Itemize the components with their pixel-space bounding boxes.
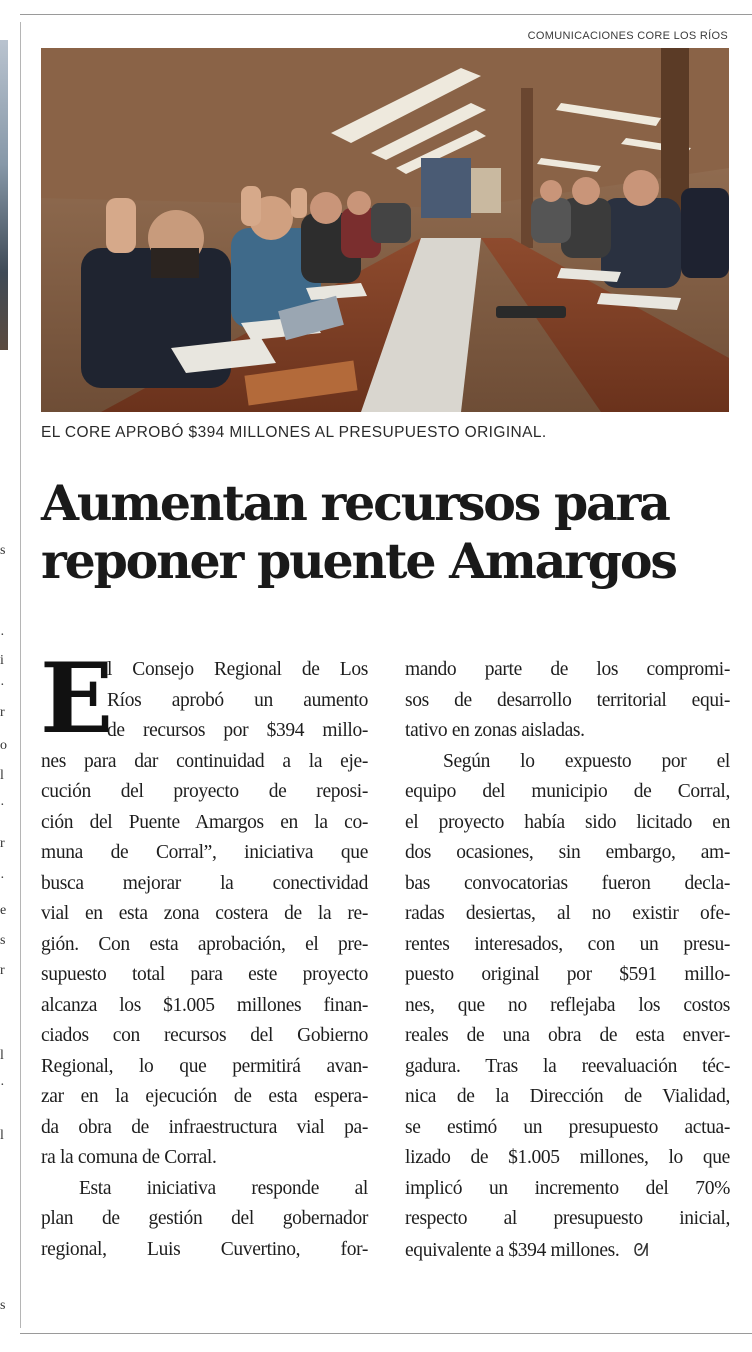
column-divider: [20, 22, 21, 1328]
article-line: el proyecto había sido licitado en: [405, 811, 730, 833]
article-line: zar en la ejecución de esta espera-: [41, 1086, 368, 1107]
photo-credit: COMUNICACIONES CORE LOS RÍOS: [527, 30, 728, 42]
margin-fragment: r: [0, 705, 5, 720]
article-line: nes para dar continuidad a la eje-: [41, 750, 368, 772]
article-line: reales de una obra de esta enver-: [405, 1025, 730, 1046]
article-line: ra la comuna de Corral.: [41, 1147, 217, 1168]
article-line: [405, 1235, 730, 1266]
article-line: Regional, lo que permitirá avan-: [41, 1055, 368, 1077]
article-line: equipo del municipio de Corral,: [405, 781, 730, 802]
margin-fragment: s: [0, 1298, 6, 1313]
article-line: nes, que no reflejaba los costos: [405, 994, 730, 1016]
article-line: Ríos aprobó un aumento: [107, 689, 368, 711]
article-line: alcanza los $1.005 millones finan-: [41, 994, 368, 1016]
article-line: dos ocasiones, sin embargo, am-: [405, 842, 730, 863]
margin-fragment: l: [0, 1048, 4, 1063]
article-line: mando parte de los compromi-: [405, 659, 730, 680]
margin-fragment: ·: [0, 628, 5, 643]
article-line: de recursos por $394 millo-: [107, 720, 368, 741]
margin-fragment: ·: [0, 678, 5, 693]
margin-fragment: ·: [0, 871, 5, 886]
article-line: plan de gestión del gobernador: [41, 1208, 368, 1229]
margin-fragment: o: [0, 738, 7, 753]
article-line: rentes interesados, con un presu-: [405, 933, 730, 955]
margin-fragment: ·: [0, 1078, 5, 1093]
article-line: l Consejo Regional de Los: [107, 659, 368, 680]
end-of-article-icon: ᘛ: [633, 1239, 649, 1260]
adjacent-article-photo-edge: [0, 40, 8, 350]
drop-cap: E: [40, 642, 113, 755]
article-line: ciados con recursos del Gobierno: [41, 1025, 368, 1046]
article-line: ción del Puente Amargos en la co-: [41, 811, 368, 833]
article-line-text: equivalente a $394 millones.: [405, 1239, 620, 1261]
article-headline: [41, 474, 731, 590]
margin-fragment: ·: [0, 798, 5, 813]
article-line: vial en esta zona costera de la re-: [41, 903, 368, 924]
margin-fragment: r: [0, 963, 5, 978]
article-column-left: [40, 642, 368, 1265]
article-line: Según lo expuesto por el: [443, 750, 730, 772]
margin-fragment: e: [0, 903, 7, 918]
margin-fragment: l: [0, 768, 4, 783]
headline-line-2: reponer puente Amargos: [41, 532, 676, 590]
margin-fragment: s: [0, 543, 6, 558]
margin-fragment: i: [0, 653, 4, 668]
margin-fragment: l: [0, 1128, 4, 1143]
article-line: Esta iniciativa responde al: [79, 1177, 368, 1199]
article-photo: [41, 48, 729, 412]
article-column-right: [405, 655, 730, 1265]
article-line: se estimó un presupuesto actua-: [405, 1116, 730, 1138]
article-line: regional, Luis Cuvertino, for-: [41, 1238, 368, 1260]
bottom-rule: [20, 1333, 752, 1334]
article-line: respecto al presupuesto inicial,: [405, 1208, 730, 1229]
article-line: supuesto total para este proyecto: [41, 964, 368, 985]
margin-fragment: s: [0, 933, 6, 948]
photo-caption: EL CORE APROBÓ $394 MILLONES AL PRESUPUESTO ORIGINAL.: [41, 424, 547, 441]
article-line: busca mejorar la conectividad: [41, 872, 368, 894]
article-line: radas desiertas, al no existir ofe-: [405, 903, 730, 924]
article-line: gión. Con esta aprobación, el pre-: [41, 933, 368, 955]
article-line: da obra de infraestructura vial pa-: [41, 1116, 368, 1138]
article-line: cución del proyecto de reposi-: [41, 781, 368, 802]
council-session-photo-icon: [41, 48, 729, 412]
article-line: puesto original por $591 millo-: [405, 964, 730, 985]
article-line: tativo en zonas aisladas.: [405, 720, 585, 741]
article-line: implicó un incremento del 70%: [405, 1177, 730, 1199]
article-line: lizado de $1.005 millones, lo que: [405, 1147, 730, 1168]
article-line: sos de desarrollo territorial equi-: [405, 689, 730, 711]
headline-line-1: Aumentan recursos para: [41, 474, 669, 532]
article-line: gadura. Tras la reevaluación téc-: [405, 1055, 730, 1077]
article-line: nica de la Dirección de Vialidad,: [405, 1086, 730, 1107]
article-line: muna de Corral”, iniciativa que: [41, 842, 368, 863]
top-rule: [20, 14, 752, 15]
margin-fragment: r: [0, 836, 5, 851]
article-line: bas convocatorias fueron decla-: [405, 872, 730, 894]
